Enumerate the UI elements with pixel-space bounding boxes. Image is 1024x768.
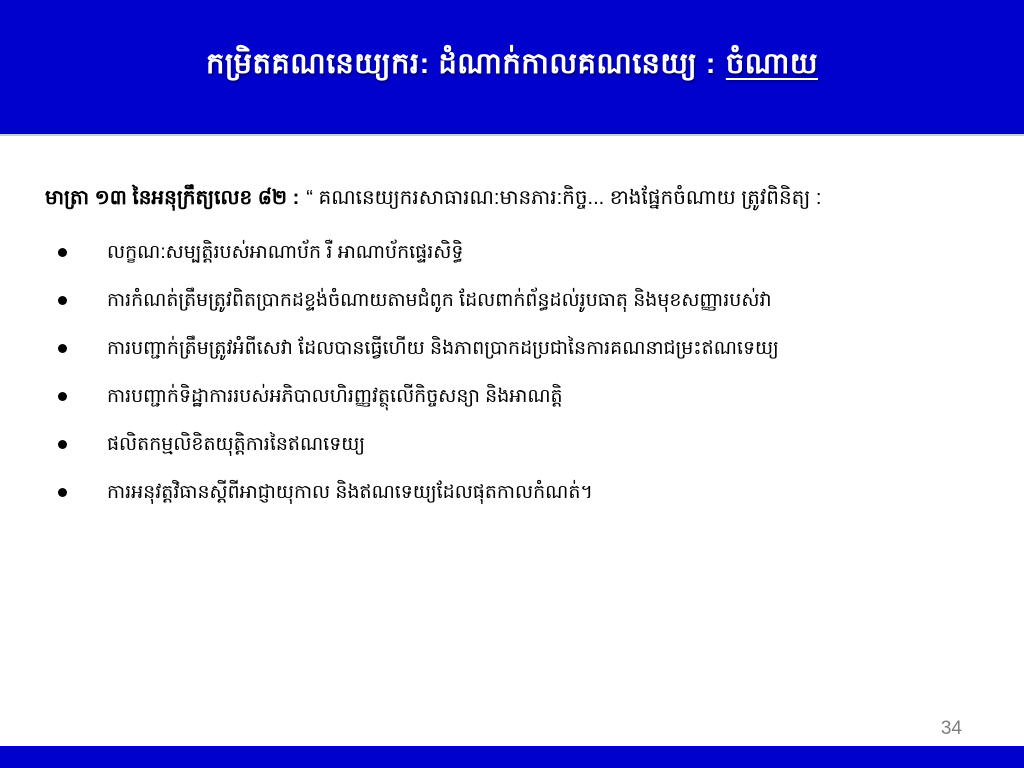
slide-title-text: កម្រិតគណនេយ្យករ: ដំណាក់កាលគណនេយ្យ : — [205, 48, 716, 80]
bullet-text: ផលិតកម្មលិខិតយុត្តិការនៃឥណទេយ្យ — [107, 434, 366, 455]
bullet-text: ការអនុវត្តវិធានស្តីពីអាជ្ញាយុកាល និងឥណទេយ្យដែលផុតកាលកំណត់។ — [107, 482, 593, 503]
bullet-list — [45, 237, 984, 508]
bullet-item — [45, 381, 984, 412]
bullet-text: ការបញ្ជាក់ត្រឹមត្រូវអំពីសេវា ដែលបានធ្វើហើយ និងភាពប្រាកដប្រជានៃការគណនាជម្រះឥណទេយ្យ — [107, 338, 779, 359]
body-heading — [45, 183, 984, 213]
bullet-dot-icon — [58, 344, 67, 353]
slide-title-underlined-term: ចំណាយ — [725, 48, 818, 80]
bullet-item — [45, 477, 984, 508]
bullet-text: ការបញ្ជាក់ទិដ្ឋាការរបស់អភិបាលហិរញ្ញវត្ថុលើកិច្ចសន្យា និងអាណត្តិ — [107, 386, 563, 407]
bullet-dot-icon — [58, 488, 67, 497]
bullet-item — [45, 429, 984, 460]
bullet-text: ការកំណត់ត្រឹមត្រូវពិតប្រាកដខ្ទង់ចំណាយតាមជំពូក ដែលពាក់ព័ន្ធដល់រូបធាតុ និងមុខសញ្ញារបស់វា — [107, 290, 772, 311]
heading-article-reference: មាត្រា ១៣ នៃអនុក្រឹត្យលេខ ៨២ : — [45, 187, 300, 209]
bullet-item — [45, 333, 984, 364]
title-bar — [0, 0, 1024, 136]
page-number: 34 — [940, 718, 962, 739]
heading-quote-text: “ គណនេយ្យករសាធារណ:មានភារ:កិច្ច... ខាងផ្នែកចំណាយ ត្រូវពិនិត្យ : — [306, 187, 822, 209]
footer-bar — [0, 746, 1024, 768]
slide-title — [206, 46, 818, 88]
bullet-dot-icon — [58, 440, 67, 449]
bullet-item — [45, 237, 984, 268]
slide-body — [0, 138, 1024, 525]
bullet-text: លក្ខណ:សម្បត្តិរបស់អាណាប័ក រឺ អាណាប័កផ្ទេរសិទ្ធិ — [107, 242, 464, 263]
bullet-dot-icon — [58, 296, 67, 305]
bullet-item — [45, 285, 984, 316]
bullet-dot-icon — [58, 392, 67, 401]
bullet-dot-icon — [58, 248, 67, 257]
